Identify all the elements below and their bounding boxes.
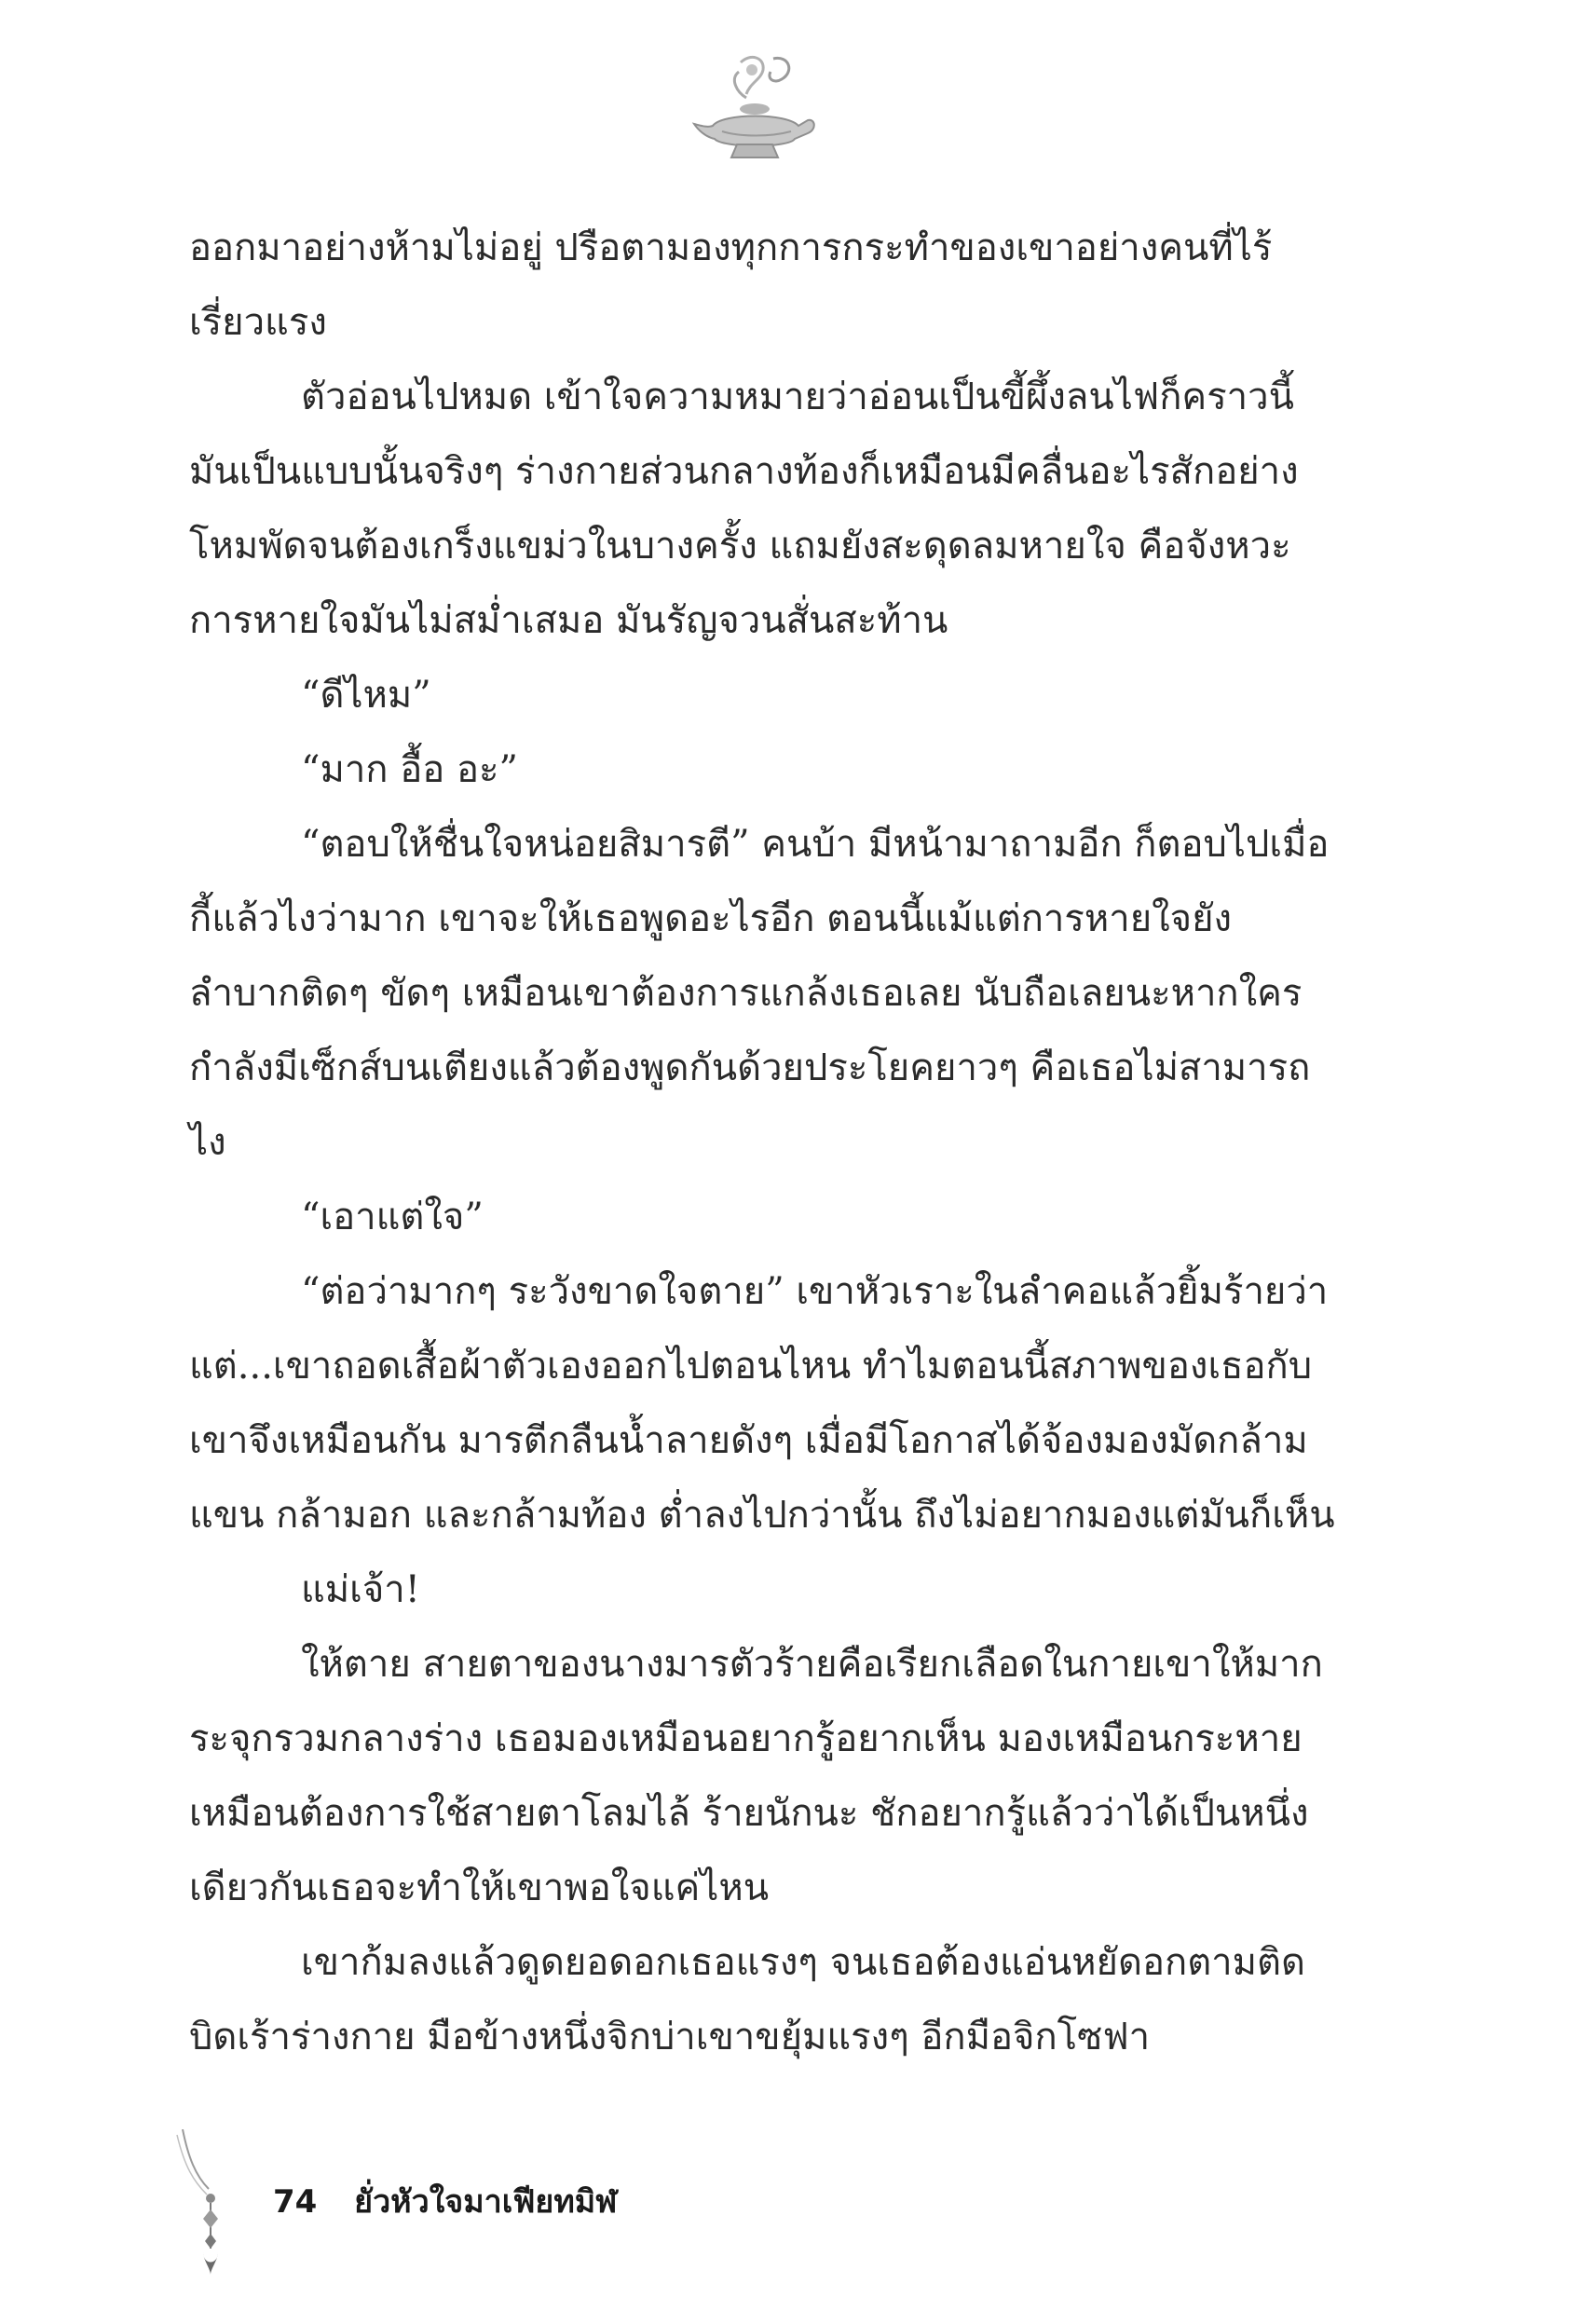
dialogue-line: “มาก อื้อ อะ” [301,748,518,791]
paragraph: “ตอบให้ชื่นใจหน่อยสิมารตี” คนบ้า มีหน้ามาถามอีก ก็ตอบไปเมื่อกี้แล้วไงว่ามาก เขาจะให้เธอพูดอะไรอีก ตอนนี้แม้แต่การหายใจยังลำบากติดๆ ขัดๆ เหมือนเขาต้องการแกล้งเธอเลย นับถือเลยนะหากใครกำลังมีเซ็กส์บนเตียงแล้วต้องพูดกันด้วยประโยคยาวๆ คือเธอไม่สามารถไง [189,823,1330,1164]
paragraph: ให้ตาย สายตาของนางมารตัวร้ายคือเรียกเลือดในกายเขาให้มากระจุกรวมกลางร่าง เธอมองเหมือนอยากรู้อยากเห็น มองเหมือนกระหาย เหมือนต้องการใช้สายตาโลมไล้ ร้ายนักนะ ชักอยากรู้แล้วว่าได้เป็นหนึ่งเดียวกันเธอจะทำให้เขาพอใจแค่ไหน [189,1643,1323,1909]
book-title: ยั่วหัวใจมาเฟียทมิฬ [354,2183,618,2221]
body-text [189,211,1335,2074]
paragraph: “ต่อว่ามากๆ ระวังขาดใจตาย” เขาหัวเราะในลำคอแล้วยิ้มร้ายว่าแต่...เขาถอดเสื้อผ้าตัวเองออกไปตอนไหน ทำไมตอนนี้สภาพของเธอกับเขาจึงเหมือนกัน มารตีกลืนน้ำลายดังๆ เมื่อมีโอกาสได้จ้องมองมัดกล้ามแขน กล้ามอก และกล้ามท้อง ต่ำลงไปกว่านั้น ถึงไม่อยากมองแต่มันก็เห็น [189,1270,1335,1537]
paragraph: ตัวอ่อนไปหมด เข้าใจความหมายว่าอ่อนเป็นขี้ผึ้งลนไฟก็คราวนี้ มันเป็นแบบนั้นจริงๆ ร่างกายส่วนกลางท้องก็เหมือนมีคลื่นอะไรสักอย่างโหมพัดจนต้องเกร็งแขม่วในบางครั้ง แถมยังสะดุดลมหายใจ คือจังหวะการหายใจมันไม่สม่ำเสมอ มันรัญจวนสั่นสะท้าน [189,376,1299,642]
exclamation-line: แม่เจ้า! [301,1568,420,1611]
hanging-charm-ornament-icon [175,2129,250,2278]
dialogue-line: “ดีไหม” [301,674,431,717]
paragraph: ออกมาอย่างห้ามไม่อยู่ ปรือตามองทุกการกระทำของเขาอย่างคนที่ไร้เรี่ยวแรง [189,226,1273,344]
page-footer [273,2176,617,2226]
dialogue-line: “เอาแต่ใจ” [301,1196,484,1238]
genie-lamp-ornament-icon [685,51,825,172]
paragraph: เขาก้มลงแล้วดูดยอดอกเธอแรงๆ จนเธอต้องแอ่นหยัดอกตามติด บิดเร้าร่างกาย มือข้างหนึ่งจิกบ่าเขาขยุ้มแรงๆ อีกมือจิกโซฟา [189,1941,1305,2058]
page-number: 74 [273,2183,318,2221]
